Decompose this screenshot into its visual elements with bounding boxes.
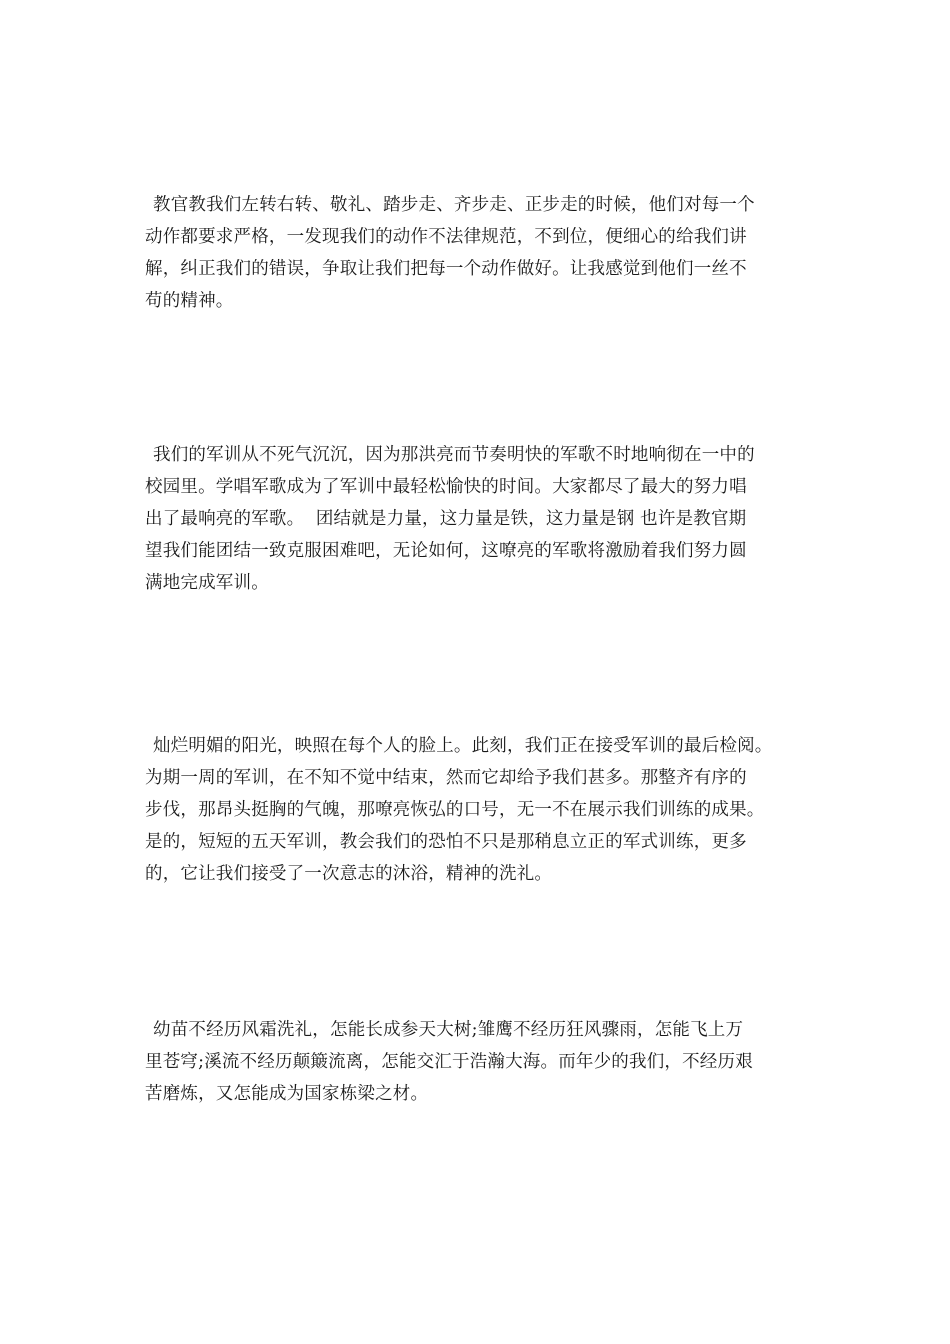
paragraph-line: 的，它让我们接受了一次意志的沐浴，精神的洗礼。 <box>145 864 553 884</box>
paragraph-line: 苦磨炼，又怎能成为国家栋梁之材。 <box>145 1084 429 1104</box>
paragraph-line: 灿烂明媚的阳光，映照在每个人的脸上。此刻，我们正在接受军训的最后检阅。 <box>153 736 773 756</box>
paragraph-line: 幼苗不经历风霜洗礼，怎能长成参天大树;雏鹰不经历狂风骤雨，怎能飞上万 <box>153 1020 744 1040</box>
paragraph-line: 动作都要求严格，一发现我们的动作不法律规范，不到位，便细心的给我们讲 <box>145 227 747 247</box>
paragraph-line: 解，纠正我们的错误，争取让我们把每一个动作做好。让我感觉到他们一丝不 <box>145 259 747 279</box>
paragraph-line: 里苍穹;溪流不经历颠簸流离，怎能交汇于浩瀚大海。而年少的我们，不经历艰 <box>145 1052 753 1072</box>
paragraph-4 <box>145 1014 810 1110</box>
paragraph-1 <box>145 189 810 317</box>
paragraph-line: 为期一周的军训，在不知不觉中结束，然而它却给予我们甚多。那整齐有序的 <box>145 768 747 788</box>
paragraph-line: 我们的军训从不死气沉沉，因为那洪亮而节奏明快的军歌不时地响彻在一中的 <box>153 445 755 465</box>
paragraph-line: 校园里。学唱军歌成为了军训中最轻松愉快的时间。大家都尽了最大的努力唱 <box>145 477 747 497</box>
paragraph-3 <box>145 730 810 890</box>
paragraph-line: 出了最响亮的军歌。 团结就是力量，这力量是铁，这力量是钢 也许是教官期 <box>145 509 747 529</box>
paragraph-line: 教官教我们左转右转、敬礼、踏步走、齐步走、正步走的时候，他们对每一个 <box>153 195 755 215</box>
paragraph-line: 望我们能团结一致克服困难吧，无论如何，这嘹亮的军歌将激励着我们努力圆 <box>145 541 747 561</box>
paragraph-line: 是的，短短的五天军训，教会我们的恐怕不只是那稍息立正的军式训练，更多 <box>145 832 747 852</box>
paragraph-line: 步伐，那昂头挺胸的气魄，那嘹亮恢弘的口号，无一不在展示我们训练的成果。 <box>145 800 765 820</box>
paragraph-2 <box>145 439 810 599</box>
paragraph-line: 满地完成军训。 <box>145 573 269 593</box>
paragraph-line: 苟的精神。 <box>145 291 234 311</box>
